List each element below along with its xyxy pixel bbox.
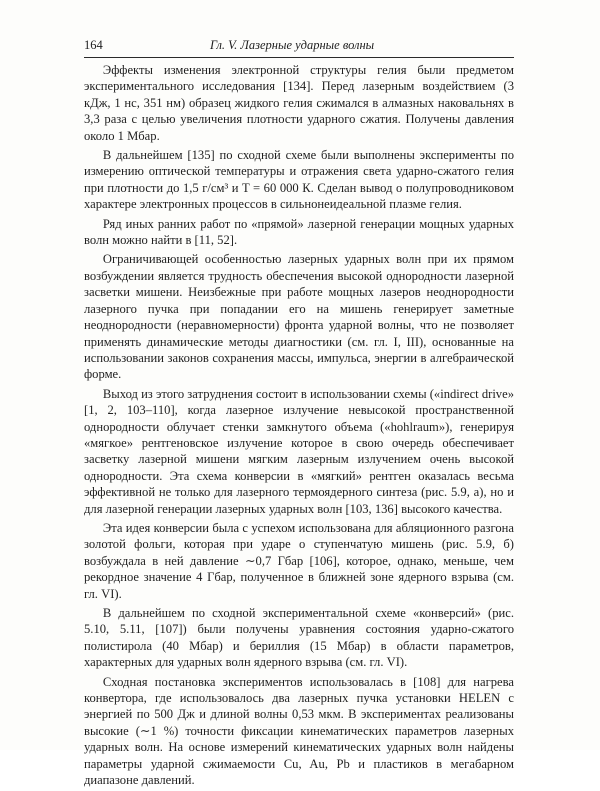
running-head: Гл. V. Лазерные ударные волны	[210, 38, 375, 52]
paragraph: Сходная постановка экспериментов использовалась в [108] для нагрева конвертора, где использовалось два лазерных пучка установки HELEN с энергией по 500 Дж и длиной волны 0,53 мкм. В экспериментах реализованы высокие (∼1 %) точности фиксации кинематических параметров лазерных ударных волн. На основе измерений кинематических ударных волн найдены параметры ударной сжимаемости Cu, Au, Pb и пластиков в мегабарном диапазоне давлений.	[84, 674, 514, 788]
paragraph: Эта идея конверсии была с успехом использована для абляционного разгона золотой фольги, которая при ударе о ступенчатую мишень (рис. 5.9, б) возбуждала в ней давление ∼0,7 Гбар [106], которое, однако, меньше, чем рекордное значение 4 Гбар, полученное в ближней зоне ядерного взрыва (см. гл. VI).	[84, 520, 514, 601]
paragraph: В дальнейшем [135] по сходной схеме были выполнены эксперименты по измерению оптической температуры и отражения света ударно-сжатого гелия при плотности до 1,5 г/см³ и T = 60 000 К. Сделан вывод о полупроводниковом характере электронных процессов в сильнонеидеальной плазме гелия.	[84, 148, 514, 212]
page-number: 164	[84, 38, 103, 52]
header-rule	[84, 57, 514, 58]
paragraph: Выход из этого затруднения состоит в использовании схемы («indirect drive» [1, 2, 103–110], когда лазерное излучение невысокой пространственной однородности облучает стенки замкнутого объема («hohlraum»), генерируя «мягкое» рентгеновское излучение которое в свою очередь обеспечивает засветку лазерной мишени мягким лазерным излучением очень высокой однородности. Эта схема конверсии в «мягкий» рентген оказалась весьма эффективной не только для лазерного термоядерного синтеза (рис. 5.9, а), но и для лазерной генерации лазерных ударных волн [103, 136] высокого качества.	[84, 386, 514, 516]
paragraph: Ограничивающей особенностью лазерных ударных волн при их прямом возбуждении является трудность обеспечения высокой однородности лазерной засветки мишени. Неизбежные при работе мощных лазеров неоднородности лазерного пучка при попадании его на мишень генерирует заметные неоднородности (неравномерности) фронта ударной волны, что не позволяет применять динамические методы диагностики (см. гл. I, III), основанные на использовании законов сохранения массы, импульса, энергии в алгебраической форме.	[84, 252, 514, 382]
page-header	[84, 36, 514, 54]
paragraph: Эффекты изменения электронной структуры гелия были предметом экспериментального исследования [134]. Перед лазерным воздействием (3 кДж, 1 нс, 351 нм) образец жидкого гелия сжимался в алмазных наковальнях в 3,3 раза с целью увеличения плотности ударного сжатия. Получены давления около 1 Мбар.	[84, 63, 514, 143]
paragraph: В дальнейшем по сходной экспериментальной схеме «конверсий» (рис. 5.10, 5.11, [107]) были получены уравнения состояния ударно-сжатого полистирола (40 Мбар) и бериллия (15 Мбар) в области параметров, характерных для ударных волн ядерного взрыва (см. гл. VI).	[84, 606, 514, 670]
body-text	[84, 62, 514, 791]
paragraph: Ряд иных ранних работ по «прямой» лазерной генерации мощных ударных волн можно найти в [11, 52].	[84, 216, 514, 248]
